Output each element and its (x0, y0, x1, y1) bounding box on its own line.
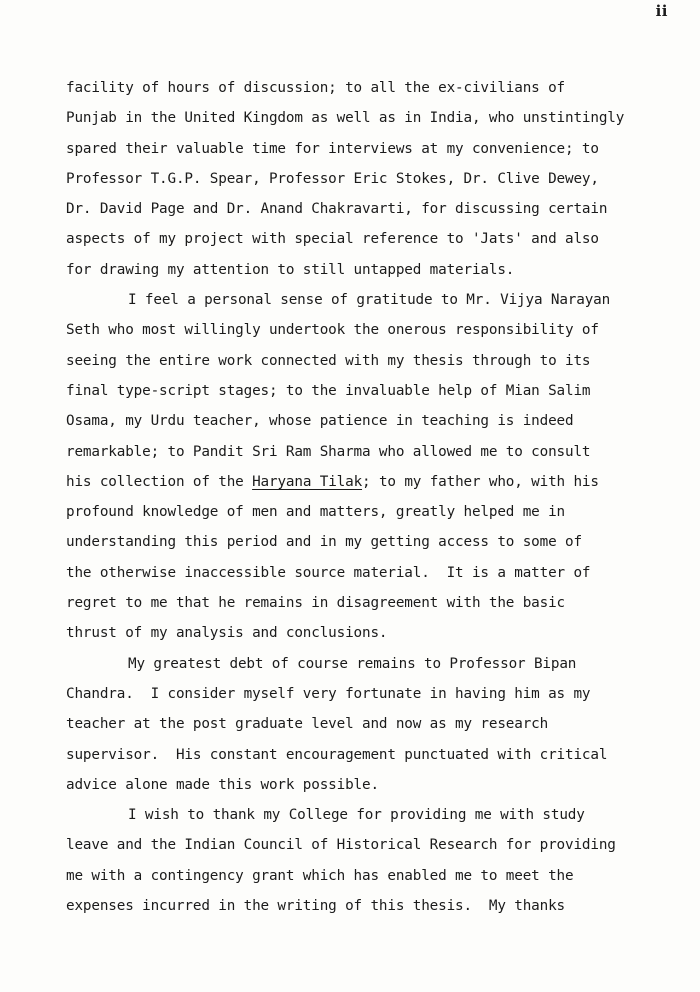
text-line: regret to me that he remains in disagreement with the basic (66, 595, 565, 612)
text-line: facility of hours of discussion; to all the ex-civilians of (66, 80, 565, 96)
text-line: understanding this period and in my getting access to some of (66, 534, 582, 551)
text-line: profound knowledge of men and matters, greatly helped me in (66, 504, 565, 521)
text-line: Seth who most willingly undertook the onerous responsibility of (66, 322, 599, 339)
text-line: Dr. David Page and Dr. Anand Chakravarti, for discussing certain (66, 201, 608, 218)
text-line: Chandra. I consider myself very fortunate in having him as my (66, 685, 591, 702)
text-line: My greatest debt of course remains to Professor Bipan (128, 655, 577, 672)
text-line: aspects of my project with special reference to 'Jats' and also (66, 231, 599, 248)
line-text-after: ; to my father who, with his (362, 473, 599, 490)
text-line: me with a contingency grant which has enabled me to meet the (66, 867, 574, 884)
line-text-before: his collection of the (66, 473, 253, 490)
text-line: spared their valuable time for interviews at my convenience; to (66, 140, 599, 157)
text-line: supervisor. His constant encouragement punctuated with critical (66, 746, 608, 763)
body-text (66, 73, 676, 921)
text-line: advice alone made this work possible. (66, 776, 379, 793)
text-line: I feel a personal sense of gratitude to Mr. Vijya Narayan (128, 292, 611, 309)
text-line: remarkable; to Pandit Sri Ram Sharma who allowed me to consult (66, 443, 591, 460)
text-line: teacher at the post graduate level and now as my research (66, 716, 549, 733)
text-line: expenses incurred in the writing of this thesis. My thanks (66, 898, 565, 915)
text-line: final type-script stages; to the invaluable help of Mian Salim (66, 382, 591, 399)
text-line: for drawing my attention to still untapped materials. (66, 261, 515, 278)
text-line: I wish to thank my College for providing me with study (128, 807, 585, 824)
text-line: seeing the entire work connected with my thesis through to its (66, 352, 591, 369)
text-line: leave and the Indian Council of Historical Research for providing (66, 837, 616, 854)
underlined-title: Haryana Tilak (252, 473, 363, 490)
text-line: Professor T.G.P. Spear, Professor Eric Stokes, Dr. Clive Dewey, (66, 170, 599, 187)
text-line: thrust of my analysis and conclusions. (66, 625, 388, 642)
text-line: the otherwise inaccessible source material. It is a matter of (66, 564, 591, 581)
page-number: ii (655, 2, 668, 20)
text-line (66, 467, 676, 497)
text-line: Osama, my Urdu teacher, whose patience in teaching is indeed (66, 413, 574, 430)
text-line: Punjab in the United Kingdom as well as in India, who unstintingly (66, 110, 625, 127)
